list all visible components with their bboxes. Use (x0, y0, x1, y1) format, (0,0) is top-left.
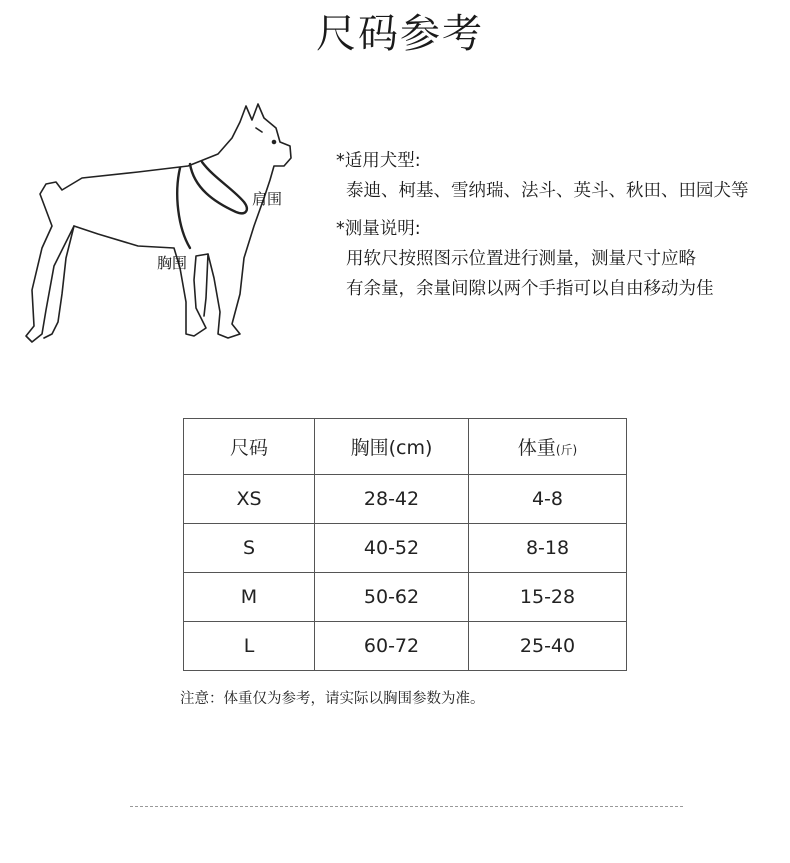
size-cell: M (184, 573, 315, 622)
weight-cell: 4-8 (469, 475, 627, 524)
size-cell: XS (184, 475, 315, 524)
table-row (184, 475, 627, 524)
measure-line-2: 有余量，余量间隙以两个手指可以自由移动为佳 (346, 279, 714, 299)
header-weight (469, 419, 627, 475)
note-text: 注意：体重仅为参考，请实际以胸围参数为准。 (180, 691, 485, 707)
table-header-row (184, 419, 627, 475)
breeds-text: 泰迪、柯基、雪纳瑞、法斗、英斗、秋田、田园犬等 (346, 181, 749, 201)
chest-cell: 28-42 (315, 475, 469, 524)
weight-cell: 8-18 (469, 524, 627, 573)
header-size: 尺码 (184, 419, 315, 475)
size-cell: S (184, 524, 315, 573)
measure-line-1: 用软尺按照图示位置进行测量，测量尺寸应略 (346, 249, 696, 269)
table-row (184, 622, 627, 671)
shoulder-label: 肩围 (252, 190, 283, 208)
page-title: 尺码参考 (316, 11, 484, 57)
breeds-heading: *适用犬型: (336, 151, 421, 171)
table-row (184, 573, 627, 622)
size-table (183, 418, 627, 671)
header-chest: 胸围(cm) (315, 419, 469, 475)
size-cell: L (184, 622, 315, 671)
chest-cell: 40-52 (315, 524, 469, 573)
chest-cell: 50-62 (315, 573, 469, 622)
fit-info (336, 146, 749, 304)
header-weight-label: 体重 (517, 437, 556, 459)
dog-illustration (18, 98, 308, 348)
table-row (184, 524, 627, 573)
divider (130, 806, 683, 807)
weight-cell: 25-40 (469, 622, 627, 671)
chest-cell: 60-72 (315, 622, 469, 671)
header-weight-unit: (斤) (555, 443, 578, 457)
measure-heading: *测量说明: (336, 219, 421, 239)
weight-cell: 15-28 (469, 573, 627, 622)
chest-label: 胸围 (157, 254, 188, 272)
